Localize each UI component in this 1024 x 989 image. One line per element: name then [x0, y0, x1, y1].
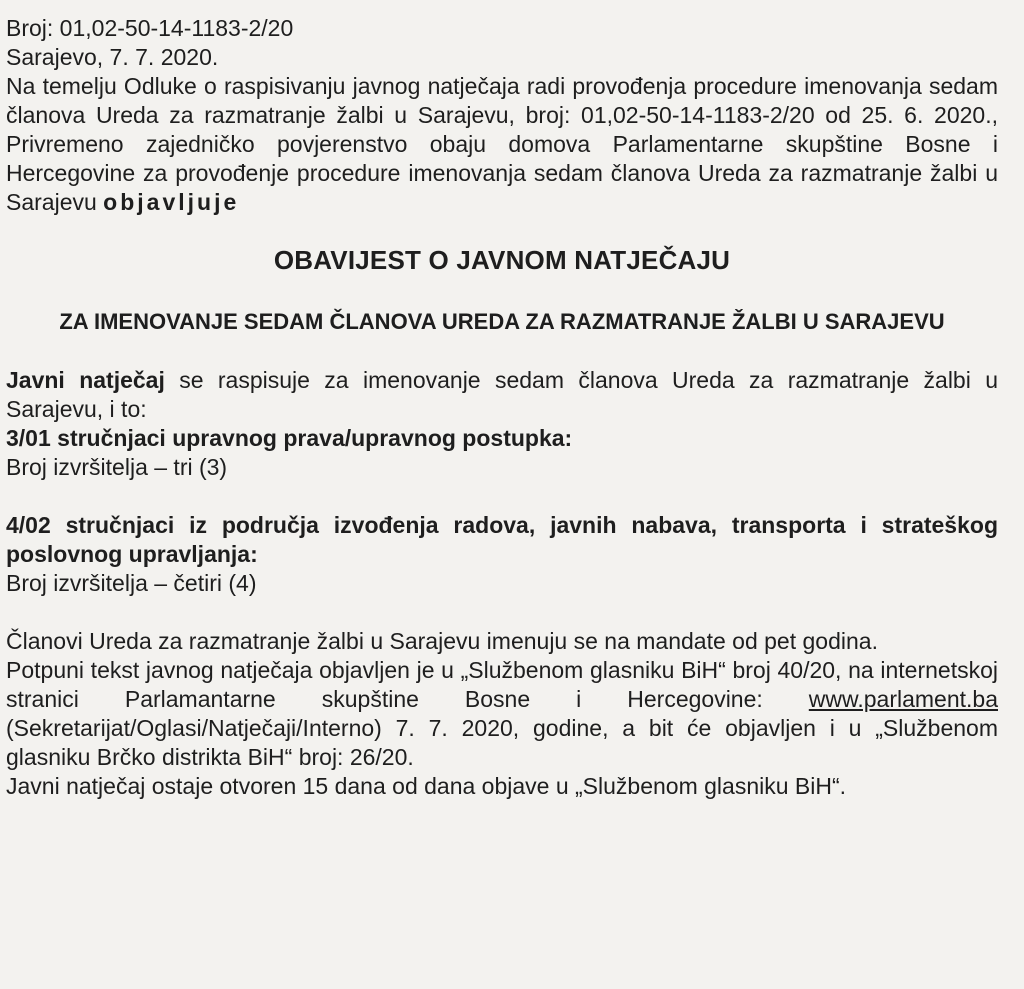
- document-title: OBAVIJEST O JAVNOM NATJEČAJU: [273, 245, 731, 275]
- intro-text: Na temelju Odluke o raspisivanju javnog natječaja radi provođenja procedure imenovanja sedam članova Ureda za razmatranje žalbi u Sarajevu, broj: 01,02-50-14-1183-2/20 od 25. 6. 2020., Privremeno zajedničko povjerenstvo obaju domova Parlamentarne skupštine Bosne i Hercegovine za provođenje procedure imenovanja sedam članova Ureda za razmatranje žalbi u Sarajevu: [6, 73, 998, 215]
- reference-number: Broj: 01,02-50-14-1183-2/20: [6, 15, 294, 41]
- position-1-count: Broj izvršitelja – tri (3): [6, 454, 228, 480]
- mandate-paragraph: Članovi Ureda za razmatranje žalbi u Sarajevu imenuju se na mandate od pet godina.: [6, 628, 878, 654]
- publication-text-after: (Sekretarijat/Oglasi/Natječaji/Interno) 7. 7. 2020, godine, a bit će objavljen i u „Službenom glasniku Brčko distrikta BiH“ broj: 26/20.: [6, 715, 998, 770]
- publication-paragraph: [6, 656, 998, 772]
- announcement-text: se raspisuje za imenovanje sedam članova Ureda za razmatranje žalbi u Sarajevu, i to:: [6, 367, 998, 422]
- position-2-title: 4/02 stručnjaci iz područja izvođenja radova, javnih nabava, transporta i strateškog poslovnog upravljanja:: [6, 512, 998, 567]
- spacer: [6, 482, 998, 511]
- announcement-lead: Javni natječaj: [6, 367, 165, 393]
- position-1-title: 3/01 stručnjaci upravnog prava/upravnog postupka:: [6, 425, 573, 451]
- publication-text-before: Potpuni tekst javnog natječaja objavljen je u „Službenom glasniku BiH“ broj 40/20, na internetskoj stranici Parlamantarne skupštine Bosne i Hercegovine:: [6, 657, 998, 712]
- announcement-paragraph: [6, 366, 998, 424]
- spacer: [6, 598, 998, 627]
- intro-paragraph: [6, 72, 998, 217]
- position-2-count: Broj izvršitelja – četiri (4): [6, 570, 257, 596]
- document-page: [6, 14, 998, 801]
- place-date: Sarajevo, 7. 7. 2020.: [6, 44, 219, 70]
- intro-verb: objavljuje: [103, 189, 240, 215]
- parlament-link[interactable]: www.parlament.ba: [808, 686, 998, 712]
- document-subtitle: ZA IMENOVANJE SEDAM ČLANOVA UREDA ZA RAZMATRANJE ŽALBI U SARAJEVU: [59, 309, 945, 334]
- deadline-paragraph: Javni natječaj ostaje otvoren 15 dana od dana objave u „Službenom glasniku BiH“.: [6, 773, 847, 799]
